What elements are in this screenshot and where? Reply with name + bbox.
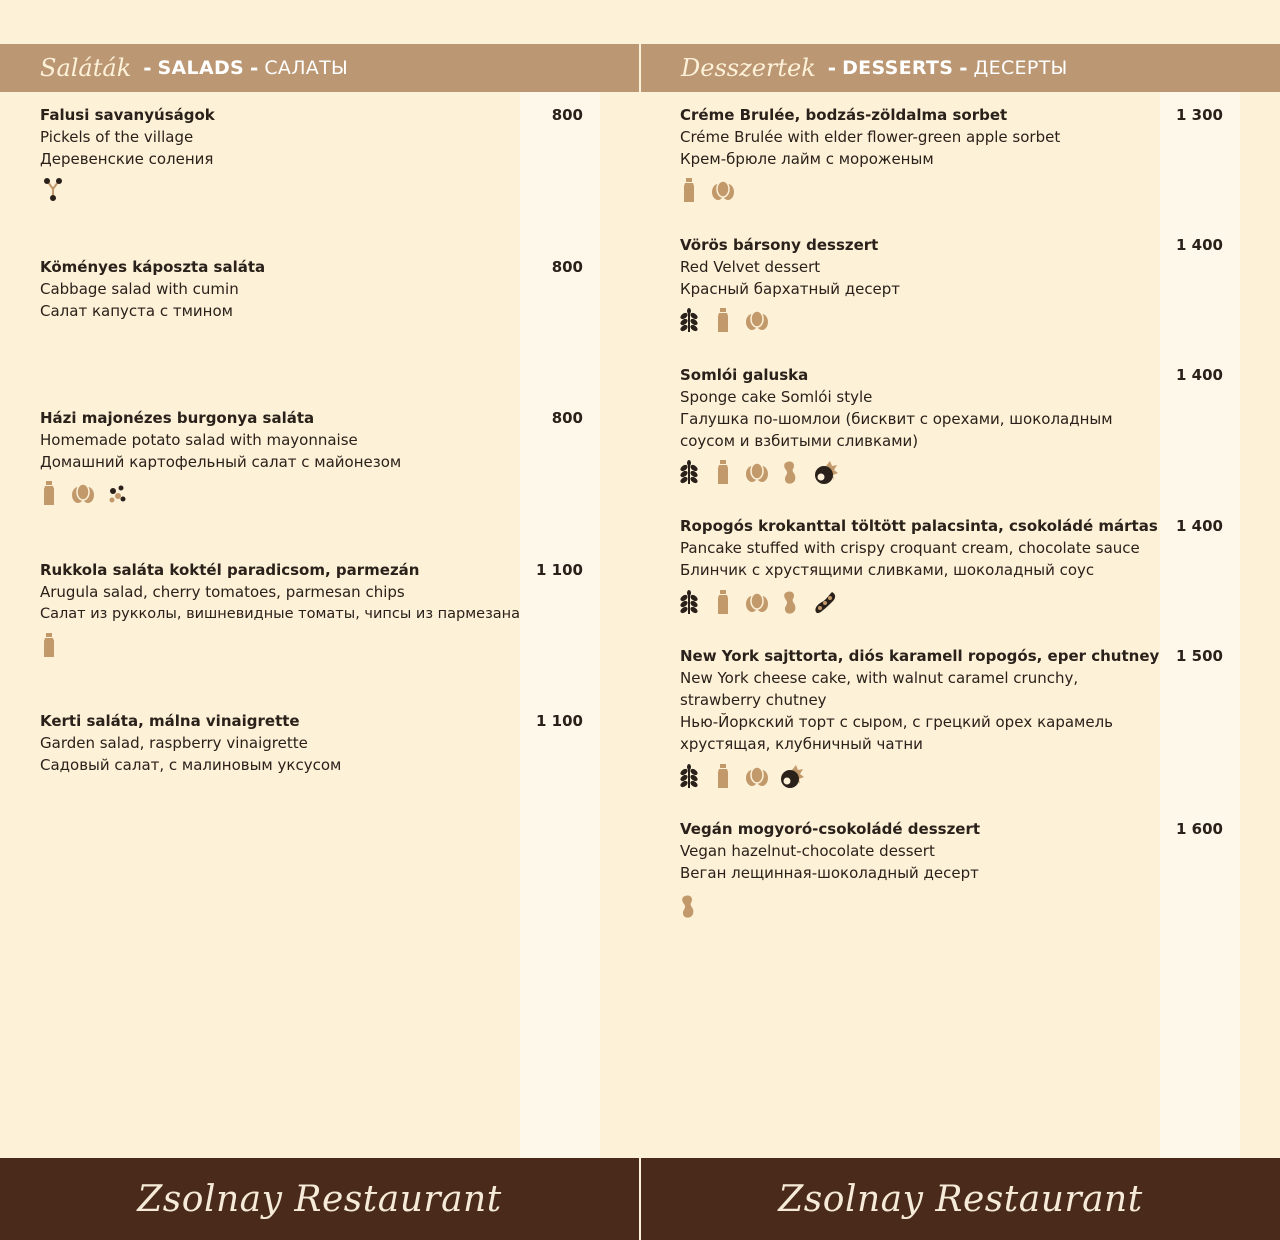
desserts-header-english: DESSERTS: [842, 57, 954, 79]
salads-header-russian: САЛАТЫ: [264, 57, 349, 79]
milk-icon: [710, 588, 736, 616]
item-name: Créme Brulée, bodzás-zöldalma sorbet: [680, 106, 1008, 124]
gluten-icon: [676, 458, 702, 486]
menu-item: [40, 710, 341, 776]
milk-icon: [710, 762, 736, 790]
menu-item: [40, 256, 265, 322]
egg-icon: [70, 479, 96, 507]
restaurant-logo: Zsolnay Restaurant: [778, 1178, 1143, 1220]
item-russian: Салат из рукколы, вишневидные томаты, чипсы из пармезана: [40, 606, 521, 622]
item-russian: Блинчик с хрустящими сливками, шоколадный соус: [680, 561, 1095, 579]
item-russian: Деревенские соления: [40, 150, 214, 168]
gluten-icon: [676, 588, 702, 616]
peanut-icon: [778, 458, 804, 486]
item-russian: Крем-брюле лайм с мороженым: [680, 150, 934, 168]
item-russian-continued: соусом и взбитыми сливками): [680, 432, 919, 450]
allergen-icons: [36, 629, 62, 661]
item-russian: Веган лещинная-шоколадный десерт: [680, 864, 979, 882]
item-price: 1 400: [1176, 236, 1223, 254]
desserts-header: [641, 44, 1280, 92]
salads-header-hungarian: Saláták: [40, 54, 132, 82]
menu-item: [680, 645, 1159, 755]
peanut-icon: [676, 892, 702, 920]
peanut-icon: [778, 588, 804, 616]
restaurant-logo: Zsolnay Restaurant: [137, 1178, 502, 1220]
item-english: Arugula salad, cherry tomatoes, parmesan chips: [40, 583, 405, 601]
gluten-icon: [676, 762, 702, 790]
nuts-icon: [812, 458, 838, 486]
item-price: 1 300: [1176, 106, 1223, 124]
item-name: Vörös bársony desszert: [680, 236, 879, 254]
allergen-icons: [676, 760, 804, 792]
egg-icon: [744, 306, 770, 334]
allergen-icons: [36, 477, 130, 509]
milk-icon: [36, 631, 62, 659]
item-english-continued: strawberry chutney: [680, 691, 827, 709]
footer-left: [0, 1158, 639, 1240]
item-english: Sponge cake Somlói style: [680, 388, 873, 406]
item-english: Cabbage salad with cumin: [40, 280, 239, 298]
item-name: Somlói galuska: [680, 366, 809, 384]
item-russian: Домашний картофельный салат с майонезом: [40, 453, 402, 471]
allergen-icons: [676, 304, 770, 336]
mustard-seeds-icon: [104, 479, 130, 507]
menu-item: [680, 364, 1113, 452]
item-russian-continued: хрустящая, клубничный чатни: [680, 735, 923, 753]
menu-item: [680, 818, 980, 884]
item-english: Créme Brulée with elder flower-green apple sorbet: [680, 128, 1061, 146]
milk-icon: [36, 479, 62, 507]
milk-icon: [676, 176, 702, 204]
menu-item: [40, 104, 215, 170]
item-english: Red Velvet dessert: [680, 258, 821, 276]
item-english: Vegan hazelnut-chocolate dessert: [680, 842, 935, 860]
item-price: 1 100: [536, 712, 583, 730]
mustard-icon: [40, 174, 66, 202]
header-separator: -: [143, 56, 152, 80]
item-english: New York cheese cake, with walnut caramel crunchy,: [680, 669, 1079, 687]
allergen-icons: [676, 456, 838, 488]
item-russian: Галушка по-шомлои (бисквит с орехами, шоколадным: [680, 410, 1113, 428]
item-name: Kerti saláta, málna vinaigrette: [40, 712, 300, 730]
menu-item: [40, 559, 520, 625]
item-english: Pancake stuffed with crispy croquant cream, chocolate sauce: [680, 539, 1140, 557]
footer-right: [641, 1158, 1280, 1240]
desserts-header-hungarian: Desszertek: [681, 54, 816, 82]
header-separator: -: [250, 56, 259, 80]
item-price: 800: [551, 106, 583, 124]
item-price: 1 500: [1176, 647, 1223, 665]
item-russian: Нью-Йоркский торт с сыром, с грецкий орех карамель: [680, 713, 1114, 731]
menu-item: [40, 407, 401, 473]
price-column-left: [520, 92, 600, 1158]
header-separator: -: [959, 56, 968, 80]
item-english: Homemade potato salad with mayonnaise: [40, 431, 358, 449]
item-russian: Садовый салат, с малиновым уксусом: [40, 756, 342, 774]
item-name: Házi majonézes burgonya saláta: [40, 409, 315, 427]
salads-header: [0, 44, 639, 92]
milk-icon: [710, 306, 736, 334]
header-separator: -: [827, 56, 837, 80]
item-russian: Красный бархатный десерт: [680, 280, 901, 298]
egg-icon: [710, 176, 736, 204]
item-price: 1 400: [1176, 517, 1223, 535]
item-name: New York sajttorta, diós karamell ropogós, eper chutney: [680, 647, 1160, 665]
soy-icon: [812, 588, 838, 616]
item-price: 1 600: [1176, 820, 1223, 838]
desserts-header-russian: ДЕСЕРТЫ: [973, 57, 1068, 79]
allergen-icons: [676, 586, 838, 618]
egg-icon: [744, 762, 770, 790]
item-price: 800: [551, 258, 583, 276]
milk-icon: [710, 458, 736, 486]
menu-item: [680, 104, 1060, 170]
item-price: 800: [551, 409, 583, 427]
allergen-icons: [676, 174, 736, 206]
egg-icon: [744, 458, 770, 486]
item-russian: Салат капуста с тмином: [40, 302, 233, 320]
allergen-icons: [40, 172, 66, 204]
item-price: 1 100: [536, 561, 583, 579]
menu-item: [680, 515, 1158, 581]
item-name: Falusi savanyúságok: [40, 106, 215, 124]
menu-item: [680, 234, 900, 300]
egg-icon: [744, 588, 770, 616]
item-name: Vegán mogyoró-csokoládé desszert: [680, 820, 981, 838]
item-name: Rukkola saláta koktél paradicsom, parmezán: [40, 561, 420, 579]
item-name: Köményes káposzta saláta: [40, 258, 266, 276]
item-english: Pickels of the village: [40, 128, 194, 146]
item-name: Ropogós krokanttal töltött palacsinta, csokoládé mártas: [680, 517, 1158, 535]
item-english: Garden salad, raspberry vinaigrette: [40, 734, 308, 752]
salads-header-english: SALADS: [157, 57, 245, 79]
nuts-icon: [778, 762, 804, 790]
item-price: 1 400: [1176, 366, 1223, 384]
allergen-icons: [676, 890, 702, 922]
gluten-icon: [676, 306, 702, 334]
